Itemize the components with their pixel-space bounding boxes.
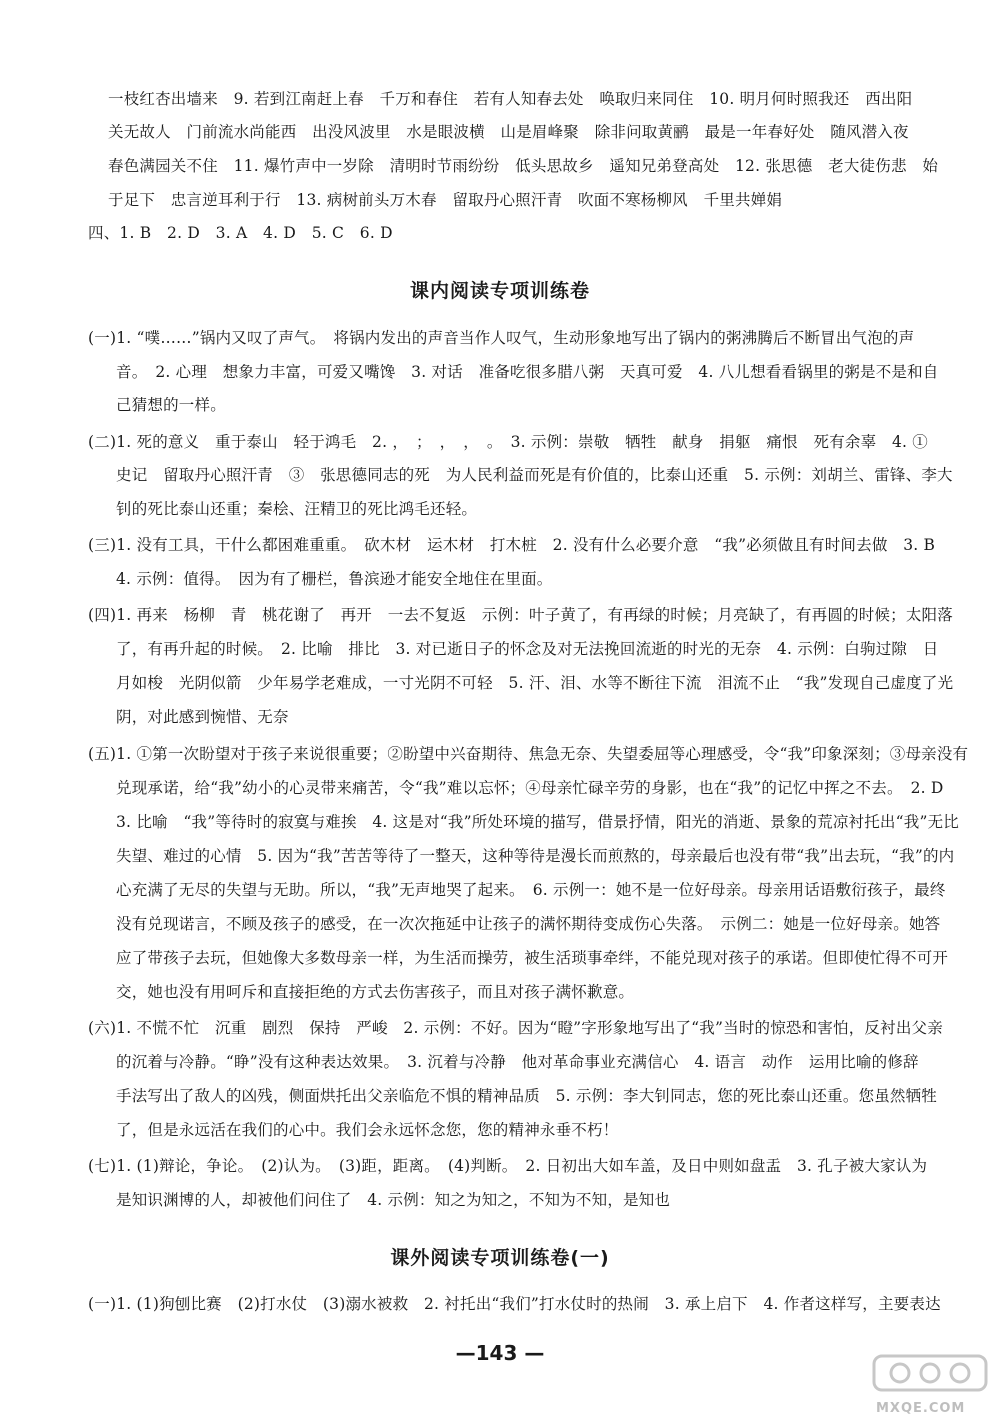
watermark-logo [870, 1350, 990, 1416]
text-line: 是知识渊博的人，却被他们问住了 4. 示例：知之为知之，不知为不知，是知也 [116, 1191, 671, 1209]
text-line: 月如梭 光阴似箭 少年易学老难成，一寸光阴不可轻 5. 汗、泪、水等不断往下流 泪流不止 “我”发现自己虚度了光 [116, 674, 954, 692]
text-line: 钊的死比泰山还重；秦桧、汪精卫的死比鸿毛还轻。 [116, 500, 478, 518]
text-line: 心充满了无尽的失望与无助。所以，“我”无声地哭了起来。 6. 示例一：她不是一位好母亲。母亲用话语敷衍孩子，最终 [116, 881, 946, 899]
text-line: (五)1. ①第一次盼望对于孩子来说很重要；②盼望中兴奋期待、焦急无奈、失望委屈等心理感受，令“我”印象深刻；③母亲没有 [88, 745, 969, 763]
text-line: 关无故人 门前流水尚能西 出没风波里 水是眼波横 山是眉峰聚 除非问取黄鹂 最是一年春好处 随风潜入夜 [108, 123, 909, 141]
watermark-text: MXQE.COM [876, 1401, 966, 1416]
text-line: 于足下 忠言逆耳利于行 13. 病树前头万木春 留取丹心照汗青 吹面不寒杨柳风 千里共婵娟 [108, 191, 783, 209]
text-line: (二)1. 死的意义 重于泰山 轻于鸿毛 2. ， ； ， ， 。 3. 示例：崇敬 牺牲 献身 捐躯 痛恨 死有余辜 4. ① [88, 433, 929, 451]
text-line: 3. 比喻 “我”等待时的寂寞与难挨 4. 这是对“我”所处环境的描写，借景抒情，阳光的消逝、景象的荒凉衬托出“我”无比 [116, 813, 959, 831]
text-line: 四、1. B 2. D 3. A 4. D 5. C 6. D [88, 224, 393, 242]
text-line: 己猜想的一样。 [116, 396, 226, 414]
section-title: 课外阅读专项训练卷(一) [390, 1247, 610, 1269]
text-line: (四)1. 再来 杨柳 青 桃花谢了 再开 一去不复返 示例：叶子黄了，有再绿的时候；月亮缺了，有再圆的时候；太阳落 [88, 606, 953, 624]
text-line: 的沉着与冷静。“睁”没有这种表达效果。 3. 沉着与冷静 他对革命事业充满信心 4. 语言 动作 运用比喻的修辞 [116, 1053, 919, 1071]
text-line: 了，有再升起的时候。 2. 比喻 排比 3. 对已逝日子的怀念及对无法挽回流逝的时光的无奈 4. 示例：白驹过隙 日 [116, 640, 939, 658]
watermark-icon [870, 1350, 990, 1396]
text-line: (三)1. 没有工具，干什么都困难重重。 砍木材 运木材 打木桩 2. 没有什么必要介意 “我”必须做且有时间去做 3. B [88, 536, 936, 554]
text-line: 4. 示例：值得。 因为有了栅栏，鲁滨逊才能安全地住在里面。 [116, 570, 553, 588]
text-line: 阴，对此感到惋惜、无奈 [116, 708, 289, 726]
text-line: (六)1. 不慌不忙 沉重 剧烈 保持 严峻 2. 示例：不好。因为“瞪”字形象地写出了“我”当时的惊恐和害怕，反衬出父亲 [88, 1019, 943, 1037]
page-number: —143 — [455, 1341, 545, 1365]
section-title: 课内阅读专项训练卷 [409, 280, 590, 302]
text-line: 春色满园关不住 11. 爆竹声中一岁除 清明时节雨纷纷 低头思故乡 遥知兄弟登高处 12. 张思德 老大徒伤悲 始 [108, 157, 939, 175]
text-line: 史记 留取丹心照汗青 ③ 张思德同志的死 为人民利益而死是有价值的，比泰山还重 5. 示例：刘胡兰、雷锋、李大 [116, 466, 953, 484]
text-line: 应了带孩子去玩，但她像大多数母亲一样，为生活而操劳，被生活琐事牵绊，不能兑现对孩子的承诺。但即使忙得不可开 [116, 949, 949, 967]
text-line: 一枝红杏出墙来 9. 若到江南赶上春 千万和春住 若有人知春去处 唤取归来同住 10. 明月何时照我还 西出阳 [108, 90, 913, 108]
text-line: 交，她也没有用呵斥和直接拒绝的方式去伤害孩子，而且对孩子满怀歉意。 [116, 983, 635, 1001]
text-line: (一)1. (1)狗刨比赛 (2)打水仗 (3)溺水被救 2. 衬托出“我们”打水仗时的热闹 3. 承上启下 4. 作者这样写，主要表达 [88, 1295, 941, 1313]
text-line: (七)1. (1)辩论，争论。 (2)认为。 (3)距，距离。 (4)判断。 2. 日初出大如车盖，及日中则如盘盂 3. 孔子被大家认为 [88, 1157, 928, 1175]
text-line: 失望、难过的心情 5. 因为“我”苦苦等待了一整天，这种等待是漫长而煎熬的，母亲最后也没有带“我”出去玩，“我”的内 [116, 847, 955, 865]
text-line: 手法写出了敌人的凶残，侧面烘托出父亲临危不惧的精神品质 5. 示例：李大钊同志，您的死比泰山还重。您虽然牺牲 [116, 1087, 938, 1105]
text-line: 音。 2. 心理 想象力丰富，可爱又嘴馋 3. 对话 准备吃很多腊八粥 天真可爱 4. 八儿想看看锅里的粥是不是和自 [116, 363, 939, 381]
text-line: 兑现承诺，给“我”幼小的心灵带来痛苦，令“我”难以忘怀；④母亲忙碌辛劳的身影，也在“我”的记忆中挥之不去。 2. D [116, 779, 944, 797]
text-line: (一)1. “噗……”锅内又叹了声气。 将锅内发出的声音当作人叹气，生动形象地写出了锅内的粥沸腾后不断冒出气泡的声 [88, 329, 915, 347]
text-line: 没有兑现诺言，不顾及孩子的感受，在一次次拖延中让孩子的满怀期待变成伤心失落。 示例二：她是一位好母亲。她答 [116, 915, 941, 933]
text-line: 了，但是永远活在我们的心中。我们会永远怀念您，您的精神永垂不朽！ [116, 1121, 619, 1139]
